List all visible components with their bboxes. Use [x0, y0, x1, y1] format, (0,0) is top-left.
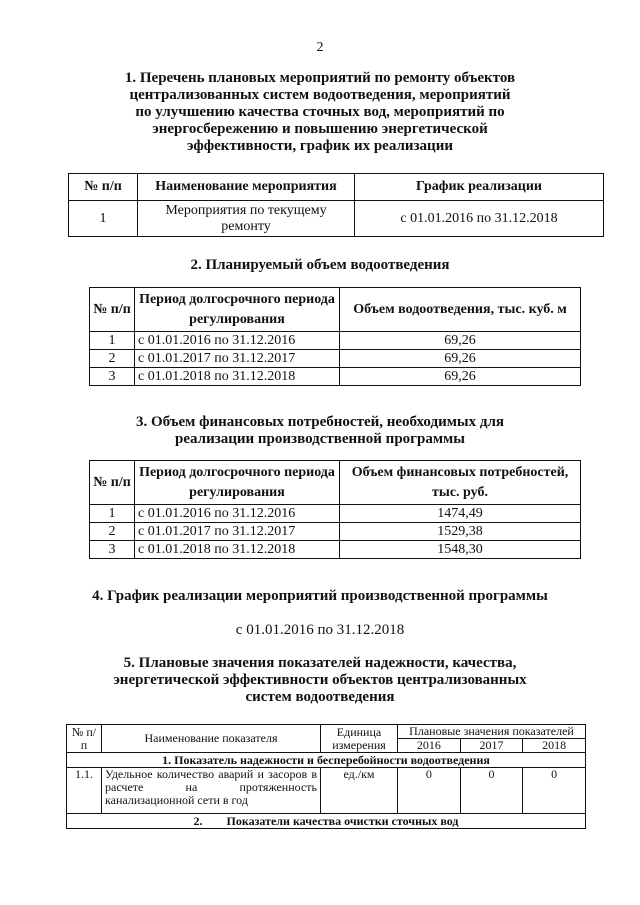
- section5-title-line: энергетической эффективности объектов централизованных: [113, 672, 527, 688]
- header-name: Наименование мероприятия: [138, 174, 355, 201]
- header-num: № п/п: [69, 174, 138, 201]
- table-row: [90, 505, 581, 523]
- row-value: 0: [460, 768, 523, 814]
- row-num: 3: [90, 541, 135, 559]
- table-row: [90, 350, 581, 368]
- row-value: 1548,30: [340, 541, 581, 559]
- header-unit: Единица измерения: [321, 725, 398, 753]
- header-period: Период долгосрочного периода регулирования: [135, 461, 340, 505]
- header-indicator: Наименование показателя: [102, 725, 321, 753]
- section3-table: [89, 460, 581, 559]
- row-period: с 01.01.2018 по 31.12.2018: [135, 541, 340, 559]
- row-value: 1529,38: [340, 523, 581, 541]
- section1-title-line: централизованных систем водоотведения, мероприятий: [129, 87, 511, 103]
- section3-title-line: реализации производственной программы: [175, 431, 465, 447]
- section5-title-line: 5. Плановые значения показателей надежности, качества,: [123, 655, 517, 671]
- section5-table: [66, 724, 586, 829]
- row-value: 0: [523, 768, 586, 814]
- section3-title: [0, 414, 640, 448]
- page-number: 2: [316, 40, 324, 55]
- group-label: 1. Показатель надежности и бесперебойности водоотведения: [67, 753, 586, 768]
- table-row: [90, 523, 581, 541]
- section3-title-line: 3. Объем финансовых потребностей, необходимых для: [135, 414, 505, 430]
- row-num: 1: [90, 332, 135, 350]
- section2-table: [89, 287, 581, 386]
- group-row: [67, 814, 586, 829]
- section1-title-line: 1. Перечень плановых мероприятий по ремонту объектов: [124, 70, 516, 86]
- row-value: 0: [398, 768, 461, 814]
- header-plan: Плановые значения показателей: [398, 725, 586, 739]
- header-period: Период долгосрочного периода регулирования: [135, 288, 340, 332]
- header-year: 2016: [398, 739, 461, 753]
- section4-title: 4. График реализации мероприятий производственной программы: [92, 588, 548, 604]
- section1-title-line: эффективности, график их реализации: [187, 138, 453, 154]
- group-label: 2. Показатели качества очистки сточных вод: [67, 814, 586, 829]
- row-indicator: Удельное количество аварий и засоров в расчете на протяженность канализационной сети в год: [102, 768, 321, 814]
- section1-table: [68, 173, 604, 237]
- row-value: 1474,49: [340, 505, 581, 523]
- header-num: № п/п: [90, 461, 135, 505]
- header-num: № п/п: [90, 288, 135, 332]
- header-year: 2018: [523, 739, 586, 753]
- row-period: с 01.01.2018 по 31.12.2018: [135, 368, 340, 386]
- row-num: 3: [90, 368, 135, 386]
- row-period: с 01.01.2016 по 31.12.2016: [135, 505, 340, 523]
- row-value: 69,26: [340, 350, 581, 368]
- table-row: [90, 541, 581, 559]
- row-schedule: с 01.01.2016 по 31.12.2018: [355, 201, 604, 237]
- table-row: [67, 768, 586, 814]
- section2-title: 2. Планируемый объем водоотведения: [190, 257, 450, 273]
- group-row: [67, 753, 586, 768]
- section1-title-line: по улучшению качества сточных вод, мероприятий по: [135, 104, 505, 120]
- row-period: с 01.01.2017 по 31.12.2017: [135, 350, 340, 368]
- row-num: 2: [90, 523, 135, 541]
- row-period: с 01.01.2017 по 31.12.2017: [135, 523, 340, 541]
- header-finance: Объем финансовых потребностей, тыс. руб.: [340, 461, 581, 505]
- row-period: с 01.01.2016 по 31.12.2016: [135, 332, 340, 350]
- section5-title: [0, 655, 640, 706]
- table-row: [69, 201, 604, 237]
- section5-title-line: систем водоотведения: [245, 689, 395, 705]
- header-volume: Объем водоотведения, тыс. куб. м: [340, 288, 581, 332]
- row-num: 2: [90, 350, 135, 368]
- row-unit: ед./км: [321, 768, 398, 814]
- header-schedule: График реализации: [355, 174, 604, 201]
- row-value: 69,26: [340, 332, 581, 350]
- row-num: 1: [90, 505, 135, 523]
- row-name: Мероприятия по текущему ремонту: [138, 201, 355, 237]
- row-num: 1: [69, 201, 138, 237]
- table-row: [90, 368, 581, 386]
- header-num: № п/п: [67, 725, 102, 753]
- header-year: 2017: [460, 739, 523, 753]
- row-num: 1.1.: [67, 768, 102, 814]
- row-value: 69,26: [340, 368, 581, 386]
- table-row: [90, 332, 581, 350]
- section1-title-line: энергосбережению и повышению энергетической: [152, 121, 488, 137]
- section1-title: [0, 70, 640, 155]
- section4-period: с 01.01.2016 по 31.12.2018: [235, 622, 405, 638]
